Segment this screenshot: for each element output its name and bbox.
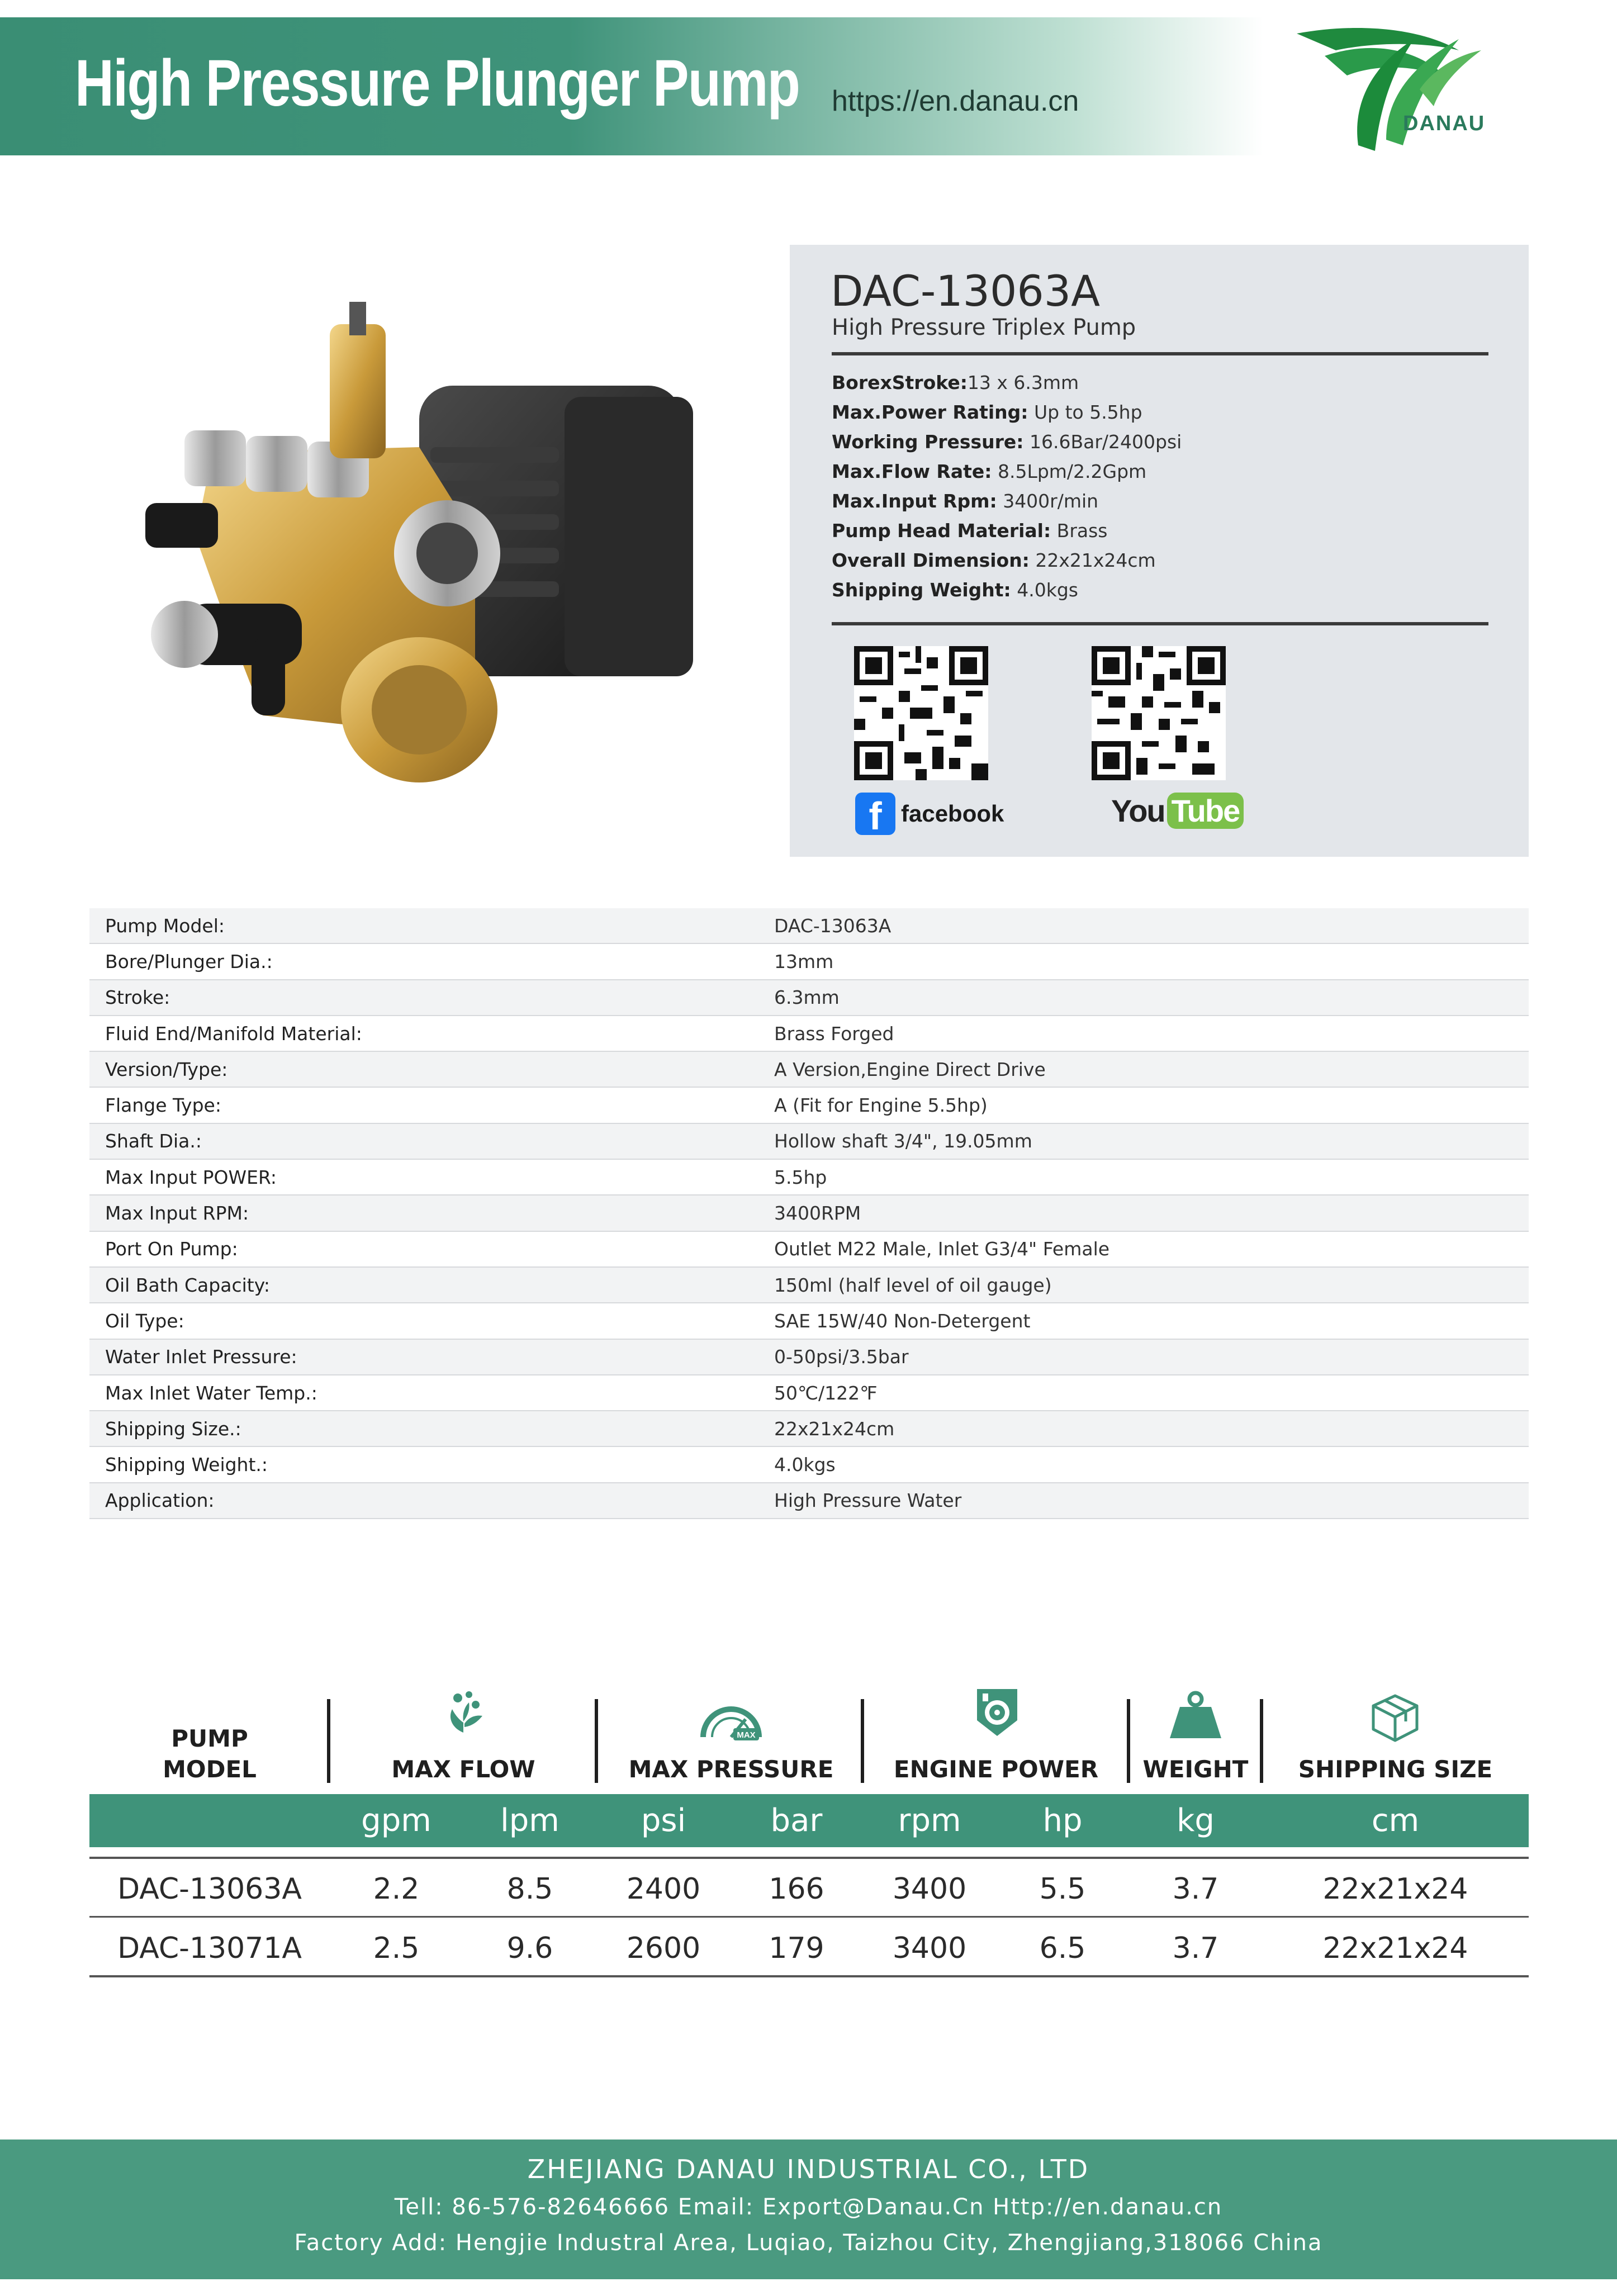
spec-label: Water Inlet Pressure: [105, 1346, 297, 1368]
spec-value: 3400RPM [774, 1202, 861, 1225]
unit-label: rpm [898, 1802, 961, 1839]
table-row [89, 1052, 1529, 1088]
spec-label: Stroke: [105, 986, 170, 1009]
cell-gpm: 2.5 [373, 1932, 420, 1965]
engine-icon [974, 1687, 1021, 1737]
spec-panel [790, 245, 1529, 857]
cell-bar: 179 [769, 1932, 824, 1965]
spec-value: Outlet M22 Male, Inlet G3/4" Female [774, 1238, 1110, 1260]
facebook-icon: f [855, 793, 895, 835]
max-badge-text: MAX [737, 1730, 756, 1740]
spec-label: Port On Pump: [105, 1238, 238, 1260]
company-name: ZHEJIANG DANAU INDUSTRIAL CO., LTD [527, 2154, 1090, 2184]
header-label: MODEL [163, 1756, 257, 1783]
youtube-label-you: You [1111, 793, 1165, 828]
cell-kg: 3.7 [1172, 1872, 1219, 1906]
table-row [89, 1375, 1529, 1411]
spec-value: High Pressure Water [774, 1489, 962, 1512]
spec-line: Max.Flow Rate: 8.5Lpm/2.2Gpm [832, 461, 1147, 482]
divider [832, 352, 1488, 355]
header-pump-model [89, 1677, 330, 1794]
spec-value: Hollow shaft 3/4", 19.05mm [774, 1130, 1032, 1152]
table-row [89, 908, 1529, 944]
unit-label: cm [1371, 1802, 1420, 1839]
table-row [89, 1088, 1529, 1123]
spec-label: Bore/Plunger Dia.: [105, 950, 273, 973]
facebook-qr-code[interactable] [854, 646, 988, 780]
header-engine-power [863, 1677, 1129, 1794]
spec-line: BorexStroke:13 x 6.3mm [832, 372, 1079, 393]
spec-label: Max Inlet Water Temp.: [105, 1382, 317, 1404]
spec-line: Max.Power Rating: Up to 5.5hp [832, 401, 1142, 423]
spec-value: 6.3mm [774, 986, 840, 1009]
spec-line: Working Pressure: 16.6Bar/2400psi [832, 431, 1182, 453]
table-row [89, 1016, 1529, 1052]
header-band [0, 17, 1263, 155]
youtube-badge[interactable] [1111, 793, 1244, 829]
spec-list [832, 368, 1491, 605]
cell-size: 22x21x24 [1322, 1932, 1468, 1965]
spec-value: 22x21x24cm [774, 1417, 895, 1440]
table-row [89, 1303, 1529, 1339]
box-icon [1370, 1692, 1420, 1743]
spec-value: A Version,Engine Direct Drive [774, 1058, 1046, 1080]
pump-product-image [84, 302, 771, 816]
cell-bar: 166 [769, 1872, 824, 1906]
unit-label: gpm [361, 1802, 431, 1839]
model-title: DAC-13063A [831, 266, 1101, 316]
cell-lpm: 9.6 [506, 1932, 553, 1965]
table-row [89, 1196, 1529, 1231]
factory-address: Factory Add: Hengjie Industral Area, Luqiao, Taizhou City, Zhengjiang,318066 China [294, 2230, 1323, 2256]
header-label: MAX FLOW [391, 1756, 535, 1783]
spec-value: DAC-13063A [774, 914, 892, 937]
spec-label: Application: [105, 1489, 215, 1512]
water-splash-icon [441, 1689, 486, 1734]
cell-psi: 2600 [626, 1932, 701, 1965]
header-max-flow [330, 1677, 597, 1794]
model-subtitle: High Pressure Triplex Pump [832, 315, 1136, 340]
spec-value: 150ml (half level of oil gauge) [774, 1274, 1052, 1296]
unit-label: psi [641, 1802, 686, 1839]
spec-label: Shipping Weight.: [105, 1454, 268, 1476]
page-title: High Pressure Plunger Pump [75, 46, 800, 120]
table-row [89, 1160, 1529, 1196]
header-label: MAX PRESSURE [628, 1756, 834, 1783]
unit-label: lpm [500, 1802, 559, 1839]
footer [0, 2140, 1617, 2279]
cell-rpm: 3400 [892, 1932, 967, 1965]
unit-label: hp [1042, 1802, 1083, 1839]
header-weight [1129, 1677, 1262, 1794]
table-rule [89, 1916, 1529, 1918]
spec-value: 0-50psi/3.5bar [774, 1346, 909, 1368]
cell-gpm: 2.2 [373, 1872, 420, 1906]
header-max-pressure [597, 1677, 865, 1794]
spec-label: Oil Bath Capacity: [105, 1274, 270, 1296]
cell-kg: 3.7 [1172, 1932, 1219, 1965]
cell-model: DAC-13071A [117, 1932, 302, 1965]
header-shipping-size [1262, 1677, 1529, 1794]
table-row [89, 1447, 1529, 1483]
table-row [89, 1483, 1529, 1519]
spec-value: Brass Forged [774, 1022, 894, 1045]
danau-logo-icon [1291, 17, 1492, 162]
spec-label: Flange Type: [105, 1094, 221, 1117]
divider [832, 622, 1488, 625]
table-row [89, 1124, 1529, 1160]
units-band [89, 1794, 1529, 1847]
spec-label: Version/Type: [105, 1058, 228, 1080]
spec-line: Pump Head Material: Brass [832, 520, 1108, 542]
spec-label: Max Input POWER: [105, 1166, 277, 1188]
cell-model: DAC-13063A [117, 1872, 302, 1906]
table-row [89, 980, 1529, 1016]
facebook-label: facebook [901, 800, 1004, 827]
table-row [89, 1411, 1529, 1447]
table-row [89, 1232, 1529, 1268]
cell-lpm: 8.5 [506, 1872, 553, 1906]
cell-rpm: 3400 [892, 1872, 967, 1906]
header-label: PUMP [171, 1725, 248, 1752]
spec-label: Pump Model: [105, 914, 225, 937]
spec-value: 4.0kgs [774, 1454, 836, 1476]
spec-label: Max Input RPM: [105, 1202, 249, 1225]
table-rule [89, 1857, 1529, 1859]
spec-line: Max.Input Rpm: 3400r/min [832, 490, 1099, 512]
spec-value: 50℃/122℉ [774, 1382, 878, 1404]
spec-value: A (Fit for Engine 5.5hp) [774, 1094, 988, 1117]
website-url[interactable]: https://en.danau.cn [832, 85, 1079, 117]
contact-info: Tell: 86-576-82646666 Email: Export@Danau.Cn Http://en.danau.cn [394, 2194, 1223, 2220]
facebook-badge[interactable] [855, 793, 1004, 838]
header-label: WEIGHT [1142, 1756, 1249, 1783]
spec-value: 13mm [774, 950, 834, 973]
spec-line: Shipping Weight: 4.0kgs [832, 579, 1078, 601]
table-row [89, 944, 1529, 980]
cell-psi: 2400 [626, 1872, 701, 1906]
spec-value: SAE 15W/40 Non-Detergent [774, 1310, 1031, 1332]
header-label: SHIPPING SIZE [1298, 1756, 1493, 1783]
spec-line: Overall Dimension: 22x21x24cm [832, 549, 1156, 571]
cell-size: 22x21x24 [1322, 1872, 1468, 1906]
table-row [89, 1340, 1529, 1375]
brand-name: DANAU [1403, 112, 1486, 135]
youtube-qr-code[interactable] [1092, 646, 1226, 780]
header-label: ENGINE POWER [893, 1756, 1099, 1783]
spec-label: Oil Type: [105, 1310, 184, 1332]
table-row [89, 1268, 1529, 1303]
table-rule [89, 1975, 1529, 1977]
weight-icon [1168, 1690, 1224, 1740]
spec-label: Shipping Size.: [105, 1417, 241, 1440]
pressure-gauge-icon [698, 1692, 765, 1743]
youtube-label-tube: Tube [1167, 793, 1244, 829]
cell-hp: 5.5 [1039, 1872, 1086, 1906]
spec-label: Shaft Dia.: [105, 1130, 202, 1152]
spec-value: 5.5hp [774, 1166, 827, 1188]
specification-table [89, 908, 1529, 1519]
spec-label: Fluid End/Manifold Material: [105, 1022, 362, 1045]
unit-label: kg [1177, 1802, 1215, 1839]
unit-label: bar [770, 1802, 823, 1839]
cell-hp: 6.5 [1039, 1932, 1086, 1965]
